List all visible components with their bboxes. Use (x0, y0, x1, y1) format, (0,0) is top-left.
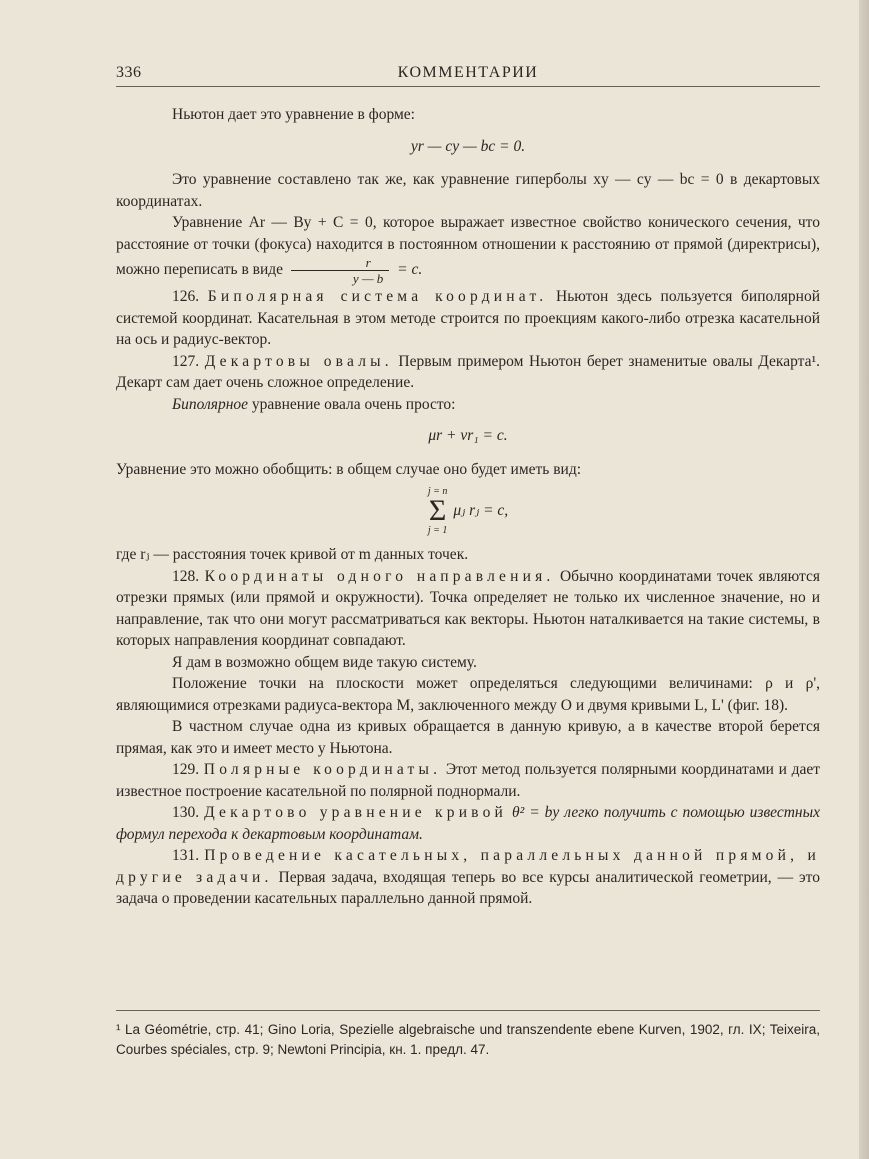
section-129 (116, 759, 820, 802)
footnote-divider (116, 1010, 820, 1011)
paragraph: Уравнение это можно обобщить: в общем случае оно будет иметь вид: (116, 460, 582, 478)
section-text: Первым примером Ньютон берет знаменитые овалы Декарта¹. Декарт сам дает очень сложное определение. (116, 352, 820, 391)
section-text: Обычно координатами точек являются отрезки прямых (или прямой и окружности). Точка определяет не только их численное значение, но и направление, так что они могут рассматриваться как векторы. Ньютон наталкивается на такие системы, в которых направления координат совпадают. (116, 567, 821, 649)
section-131 (116, 845, 820, 910)
paragraph-text: Уравнение Ar — By + C = 0, которое выражает известное свойство конического сечения, что расстояние от точки (фокуса) находится в постоянном отношении к расстоянию от прямой (директрисы), можно переписать в виде (116, 214, 820, 279)
section-text: Первая задача, входящая теперь во все курсы аналитической геометрии, — это задача о проведении касательных параллельно данной прямой. (116, 868, 820, 907)
page-number: 336 (116, 64, 142, 81)
page-header (116, 60, 820, 87)
section-number: 126. (172, 288, 200, 305)
paragraph (116, 212, 820, 286)
section-title: Декартово уравнение кривой (204, 804, 508, 821)
section-128 (116, 566, 820, 652)
paragraph (116, 394, 820, 416)
paragraph: Ньютон дает это уравнение в форме: (172, 106, 415, 123)
section-text: θ² = by легко получить с помощью известных формул перехода к декартовым координатам. (116, 804, 820, 843)
paragraph: Я дам в возможно общем виде такую систему. (172, 653, 477, 671)
running-head: КОММЕНТАРИИ (397, 64, 539, 81)
equation: yr — cy — bc = 0. (410, 137, 526, 155)
section-title: Декартовы овалы. (204, 352, 393, 370)
fraction (291, 255, 389, 286)
fraction-numerator: r (365, 255, 371, 270)
summation-upper-limit: j = n (427, 486, 448, 497)
summation-formula (116, 486, 820, 536)
summation-lower-limit: j = 1 (427, 525, 448, 536)
section-number: 127. (172, 352, 200, 370)
paragraph-text: уравнение овала очень просто: (251, 395, 456, 413)
section-title: Проведение касательных, параллельных данной прямой, и другие задачи. (116, 847, 821, 886)
section-number: 130. (172, 804, 200, 821)
section-number: 129. (172, 761, 200, 778)
section-130 (116, 802, 820, 845)
section-title: Полярные координаты. (203, 761, 442, 778)
section-number: 131. (172, 847, 200, 864)
fraction-denominator: y — b (291, 270, 389, 286)
section-text: Этот метод пользуется полярными координатами и дает известное построение касательной по полярной поднормали. (116, 761, 820, 800)
section-127 (116, 351, 820, 394)
section-title: Координаты одного направления. (204, 567, 555, 585)
section-number: 128. (172, 567, 200, 585)
section-text: Ньютон здесь пользуется биполярной системой координат. Касательная в этом методе строится по проекциям какого-либо отрезка касательной на ось и радиус-вектор. (116, 288, 821, 348)
equation: μr + νr₁ = c. (428, 427, 508, 444)
equation-tail: = c. (397, 261, 423, 279)
sigma-icon: Σ (428, 494, 447, 527)
paragraph: В частном случае одна из кривых обращается в данную кривую, а в качестве второй берется прямая, как это и имеет место у Ньютона. (116, 718, 820, 757)
summation-expression: μⱼ rⱼ = c, (453, 502, 509, 520)
paragraph: Это уравнение составлено так же, как уравнение гиперболы xy — cy — bc = 0 в декартовых координатах. (116, 171, 820, 210)
section-title: Биполярная система координат. (207, 288, 548, 305)
emphasis: Биполярное (172, 395, 249, 413)
paragraph: Положение точки на плоскости может определяться следующими величинами: ρ и ρ', являющимися отрезками радиуса-вектора M, заключенного между O и двумя кривыми L, L' (фиг. 18). (116, 675, 820, 714)
page-body (116, 104, 820, 910)
page-edge-shadow (859, 0, 869, 1159)
section-126 (116, 286, 820, 351)
paragraph: где rⱼ — расстояния точек кривой от m данных точек. (116, 546, 469, 563)
summation-symbol (428, 486, 448, 536)
footnote: ¹ La Géométrie, стр. 41; Gino Loria, Spezielle algebraische und transzendente ebene Kurven, 1902, гл. IX; Teixeira, Courbes spéciales, стр. 9; Newtoni Principia, кн. 1. предл. 47. (116, 1022, 820, 1057)
